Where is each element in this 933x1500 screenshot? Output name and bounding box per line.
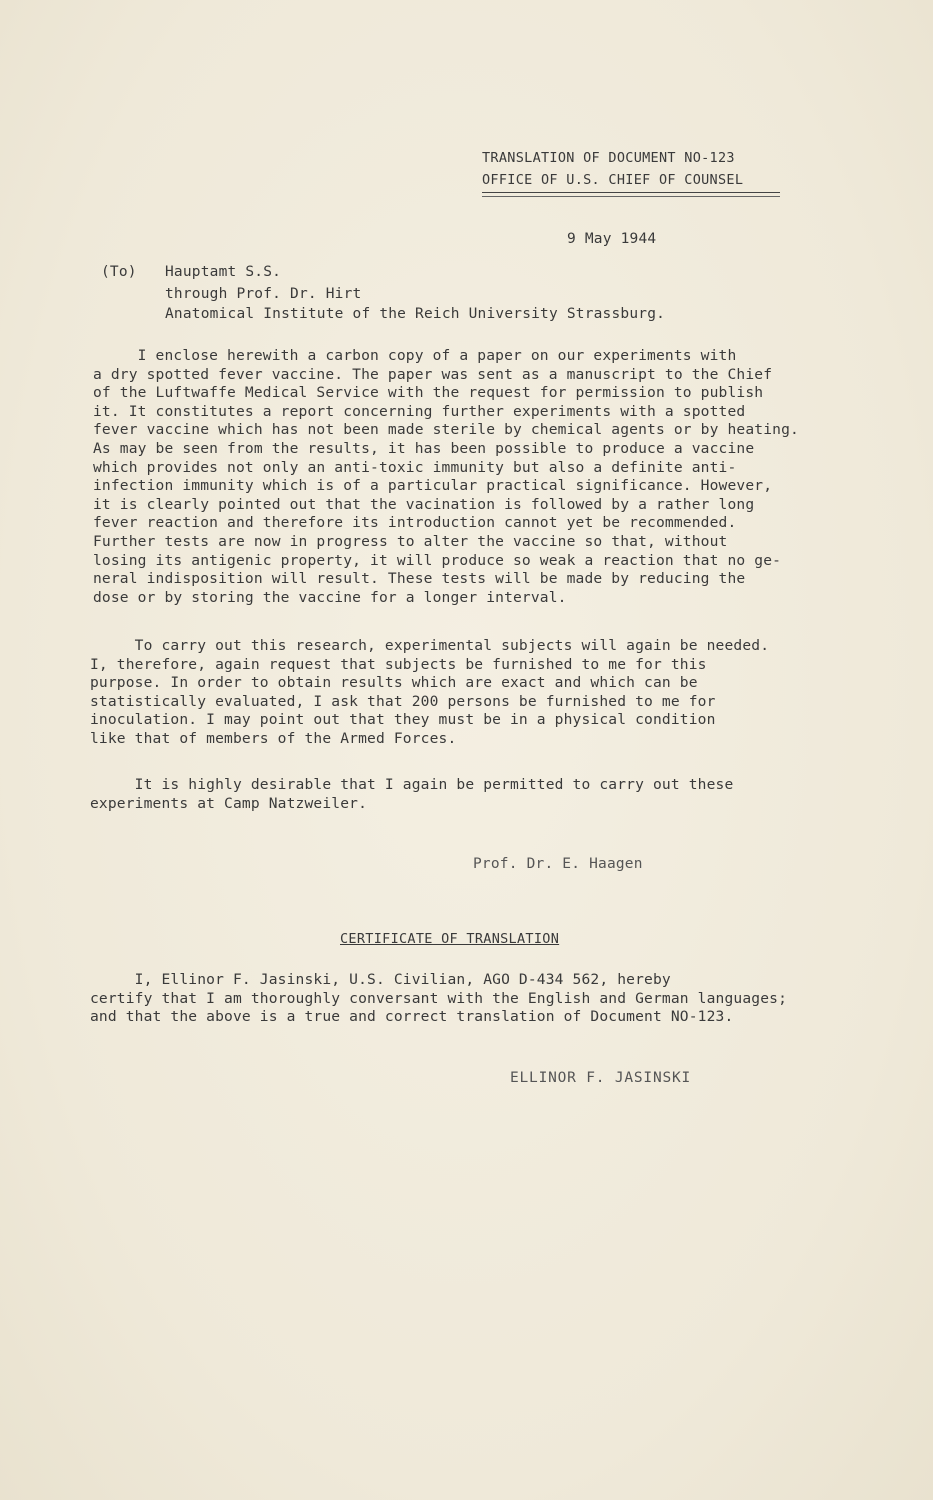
paragraph-line: dose or by storing the vaccine for a longer interval. xyxy=(93,588,567,606)
addressee-line-3: Anatomical Institute of the Reich University Strassburg. xyxy=(165,306,666,322)
paragraph-line: Further tests are now in progress to alter the vaccine so that, without xyxy=(93,532,728,550)
body-paragraph-1 xyxy=(93,347,799,607)
paragraph-line: purpose. In order to obtain results which are exact and which can be xyxy=(90,674,698,692)
addressee-line-1: Hauptamt S.S. xyxy=(165,264,282,280)
header-underline-double xyxy=(482,196,780,197)
body-paragraph-3 xyxy=(90,776,733,813)
paragraph-line: it is clearly pointed out that the vacination is followed by a rather long xyxy=(93,495,755,513)
author-signature: Prof. Dr. E. Haagen xyxy=(473,856,643,872)
paragraph-line: infection immunity which is of a particular practical significance. However, xyxy=(93,477,773,495)
paragraph-line: To carry out this research, experimental subjects will again be needed. xyxy=(90,637,770,654)
letter-date: 9 May 1944 xyxy=(567,231,657,247)
addressee-to-label: (To) xyxy=(101,264,137,280)
paragraph-line: fever vaccine which has not been made sterile by chemical agents or by heating. xyxy=(93,421,799,439)
certificate-title: CERTIFICATE OF TRANSLATION xyxy=(340,931,560,947)
paragraph-line: As may be seen from the results, it has been possible to produce a vaccine xyxy=(93,439,755,457)
addressee-line-2: through Prof. Dr. Hirt xyxy=(165,286,362,302)
paragraph-line: I, therefore, again request that subjects be furnished to me for this xyxy=(90,655,707,673)
paragraph-line: which provides not only an anti-toxic immunity but also a definite anti- xyxy=(93,458,737,476)
paragraph-line: like that of members of the Armed Forces. xyxy=(90,729,457,747)
paragraph-line: I enclose herewith a carbon copy of a paper on our experiments with xyxy=(93,347,737,364)
header-underline xyxy=(482,192,780,193)
header-office: OFFICE OF U.S. CHIEF OF COUNSEL xyxy=(482,172,744,188)
certificate-text xyxy=(90,971,787,1027)
paragraph-line: a dry spotted fever vaccine. The paper was sent as a manuscript to the Chief xyxy=(93,365,773,383)
document-header xyxy=(482,150,782,188)
paragraph-line: It is highly desirable that I again be permitted to carry out these xyxy=(90,776,734,793)
paragraph-line: losing its antigenic property, it will produce so weak a reaction that no ge- xyxy=(93,551,782,569)
header-title: TRANSLATION OF DOCUMENT NO-123 xyxy=(482,150,735,166)
paragraph-line: statistically evaluated, I ask that 200 persons be furnished to me for xyxy=(90,692,716,710)
paragraph-line: of the Luftwaffe Medical Service with the request for permission to publish xyxy=(93,384,764,402)
paragraph-line: inoculation. I may point out that they must be in a physical condition xyxy=(90,711,716,729)
certificate-line: I, Ellinor F. Jasinski, U.S. Civilian, AGO D-434 562, hereby xyxy=(90,971,671,988)
certificate-line: and that the above is a true and correct translation of Document NO-123. xyxy=(90,1008,734,1026)
paragraph-line: it. It constitutes a report concerning further experiments with a spotted xyxy=(93,402,746,420)
paragraph-line: neral indisposition will result. These tests will be made by reducing the xyxy=(93,570,746,588)
body-paragraph-2 xyxy=(90,637,769,749)
paragraph-line: fever reaction and therefore its introduction cannot yet be recommended. xyxy=(93,514,737,532)
translator-signature: ELLINOR F. JASINSKI xyxy=(510,1070,692,1086)
paragraph-line: experiments at Camp Natzweiler. xyxy=(90,794,368,812)
certificate-line: certify that I am thoroughly conversant with the English and German languages; xyxy=(90,989,788,1007)
